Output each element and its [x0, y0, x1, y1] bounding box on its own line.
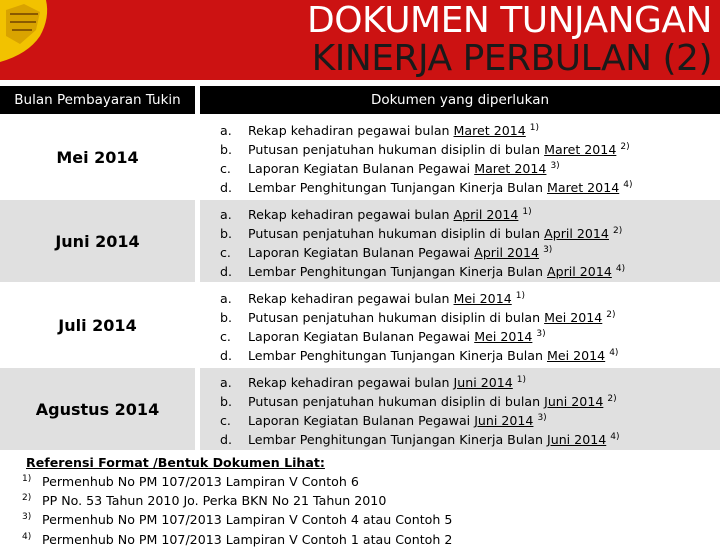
- item-text: Putusan penjatuhan hukuman disiplin di bulan: [248, 394, 545, 410]
- document-item: [220, 259, 625, 282]
- item-period: April 2014: [453, 207, 519, 223]
- title-line-1: DOKUMEN TUNJANGAN: [307, 0, 712, 41]
- references: [22, 454, 453, 548]
- item-letter: b.: [220, 310, 232, 326]
- page-title: [180, 2, 712, 78]
- item-letter: b.: [220, 226, 232, 242]
- reference-text: Permenhub No PM 107/2013 Lampiran V Contoh 1 atau Contoh 2: [42, 531, 453, 547]
- document-item: [220, 427, 620, 450]
- item-period: Mei 2014: [544, 310, 603, 326]
- document-item: [220, 343, 618, 366]
- documents-cell: [200, 284, 720, 366]
- ministry-emblem-icon: [0, 0, 52, 62]
- item-text: Rekap kehadiran pegawai bulan: [248, 375, 454, 391]
- item-period: Maret 2014: [544, 142, 617, 158]
- item-footnote-mark: 3): [543, 245, 553, 255]
- item-period: Juni 2014: [474, 413, 534, 429]
- item-text: Lembar Penghitungan Tunjangan Kinerja Bulan: [248, 180, 547, 196]
- month-cell: Juli 2014: [58, 315, 137, 335]
- item-text: Rekap kehadiran pegawai bulan: [248, 123, 454, 139]
- item-footnote-mark: 4): [609, 348, 619, 358]
- item-footnote-mark: 1): [522, 207, 532, 217]
- item-letter: c.: [220, 245, 231, 261]
- column-header-documents: Dokumen yang diperlukan: [200, 86, 720, 114]
- reference-mark: 4): [22, 531, 32, 542]
- item-text: Laporan Kegiatan Bulanan Pegawai: [248, 413, 475, 429]
- title-line-2: KINERJA PERBULAN (2): [311, 38, 712, 79]
- item-letter: d.: [220, 432, 232, 448]
- reference-mark: 2): [22, 493, 32, 504]
- item-letter: c.: [220, 413, 231, 429]
- item-footnote-mark: 1): [516, 375, 527, 385]
- documents-cell: [200, 116, 720, 198]
- item-text: Lembar Penghitungan Tunjangan Kinerja Bulan: [248, 348, 547, 364]
- item-footnote-mark: 1): [515, 291, 525, 301]
- table-row: [0, 116, 720, 198]
- reference-text: Permenhub No PM 107/2013 Lampiran V Contoh 6: [42, 474, 359, 490]
- item-footnote-mark: 2): [620, 142, 630, 152]
- item-text: Lembar Penghitungan Tunjangan Kinerja Bulan: [248, 432, 547, 448]
- documents-cell: [200, 368, 720, 450]
- item-period: Mei 2014: [547, 348, 606, 364]
- item-text: Rekap kehadiran pegawai bulan: [248, 207, 454, 223]
- references-list: [22, 471, 453, 548]
- item-text: Laporan Kegiatan Bulanan Pegawai: [248, 245, 475, 261]
- month-cell: Mei 2014: [56, 147, 139, 167]
- item-footnote-mark: 2): [606, 310, 616, 320]
- item-period: Maret 2014: [547, 180, 620, 196]
- item-letter: a.: [220, 123, 232, 139]
- reference-mark: 3): [22, 512, 32, 523]
- item-letter: b.: [220, 394, 232, 410]
- item-letter: d.: [220, 264, 232, 280]
- item-period: Mei 2014: [453, 291, 512, 307]
- item-period: April 2014: [544, 226, 609, 242]
- item-letter: c.: [220, 161, 231, 177]
- item-letter: a.: [220, 207, 232, 223]
- item-text: Rekap kehadiran pegawai bulan: [248, 291, 454, 307]
- item-text: Laporan Kegiatan Bulanan Pegawai: [248, 329, 475, 345]
- table-row: [0, 284, 720, 366]
- column-header-month: Bulan Pembayaran Tukin: [0, 86, 195, 114]
- item-text: Putusan penjatuhan hukuman disiplin di bulan: [248, 310, 545, 326]
- item-period: Maret 2014: [453, 123, 526, 139]
- reference-item: [22, 529, 453, 548]
- table-row: [0, 200, 720, 282]
- item-period: April 2014: [474, 245, 540, 261]
- references-heading: Referensi Format /Bentuk Dokumen Lihat:: [26, 455, 325, 470]
- reference-mark: 1): [22, 474, 32, 484]
- item-period: April 2014: [547, 264, 612, 280]
- item-text: Putusan penjatuhan hukuman disiplin di bulan: [248, 142, 545, 158]
- item-period: Juni 2014: [544, 394, 604, 410]
- documents-cell: [200, 200, 720, 282]
- item-footnote-mark: 3): [537, 413, 547, 423]
- item-footnote-mark: 2): [612, 226, 623, 236]
- item-footnote-mark: 4): [610, 432, 620, 442]
- item-period: Juni 2014: [453, 375, 513, 391]
- reference-item: [22, 509, 453, 528]
- item-letter: d.: [220, 180, 232, 196]
- item-footnote-mark: 1): [529, 123, 540, 133]
- item-letter: b.: [220, 142, 232, 158]
- reference-text: Permenhub No PM 107/2013 Lampiran V Contoh 4 atau Contoh 5: [42, 512, 453, 528]
- reference-item: [22, 471, 452, 490]
- reference-item: [22, 490, 452, 509]
- item-text: Putusan penjatuhan hukuman disiplin di bulan: [248, 226, 545, 242]
- item-text: Laporan Kegiatan Bulanan Pegawai: [248, 161, 475, 177]
- item-footnote-mark: 4): [615, 264, 626, 274]
- item-letter: c.: [220, 329, 231, 345]
- item-footnote-mark: 2): [607, 394, 617, 404]
- month-cell: Juni 2014: [0, 200, 195, 282]
- item-text: Lembar Penghitungan Tunjangan Kinerja Bulan: [248, 264, 547, 280]
- item-letter: a.: [220, 375, 232, 391]
- item-period: Maret 2014: [474, 161, 547, 177]
- reference-text: PP No. 53 Tahun 2010 Jo. Perka BKN No 21 Tahun 2010: [42, 493, 387, 509]
- item-period: Juni 2014: [547, 432, 607, 448]
- table-row: [0, 368, 720, 450]
- month-cell: Agustus 2014: [0, 368, 195, 450]
- item-footnote-mark: 4): [623, 180, 633, 190]
- item-footnote-mark: 3): [536, 329, 546, 339]
- item-period: Mei 2014: [474, 329, 533, 345]
- item-footnote-mark: 3): [550, 161, 560, 171]
- item-letter: d.: [220, 348, 232, 364]
- item-letter: a.: [220, 291, 232, 307]
- document-item: [220, 175, 633, 198]
